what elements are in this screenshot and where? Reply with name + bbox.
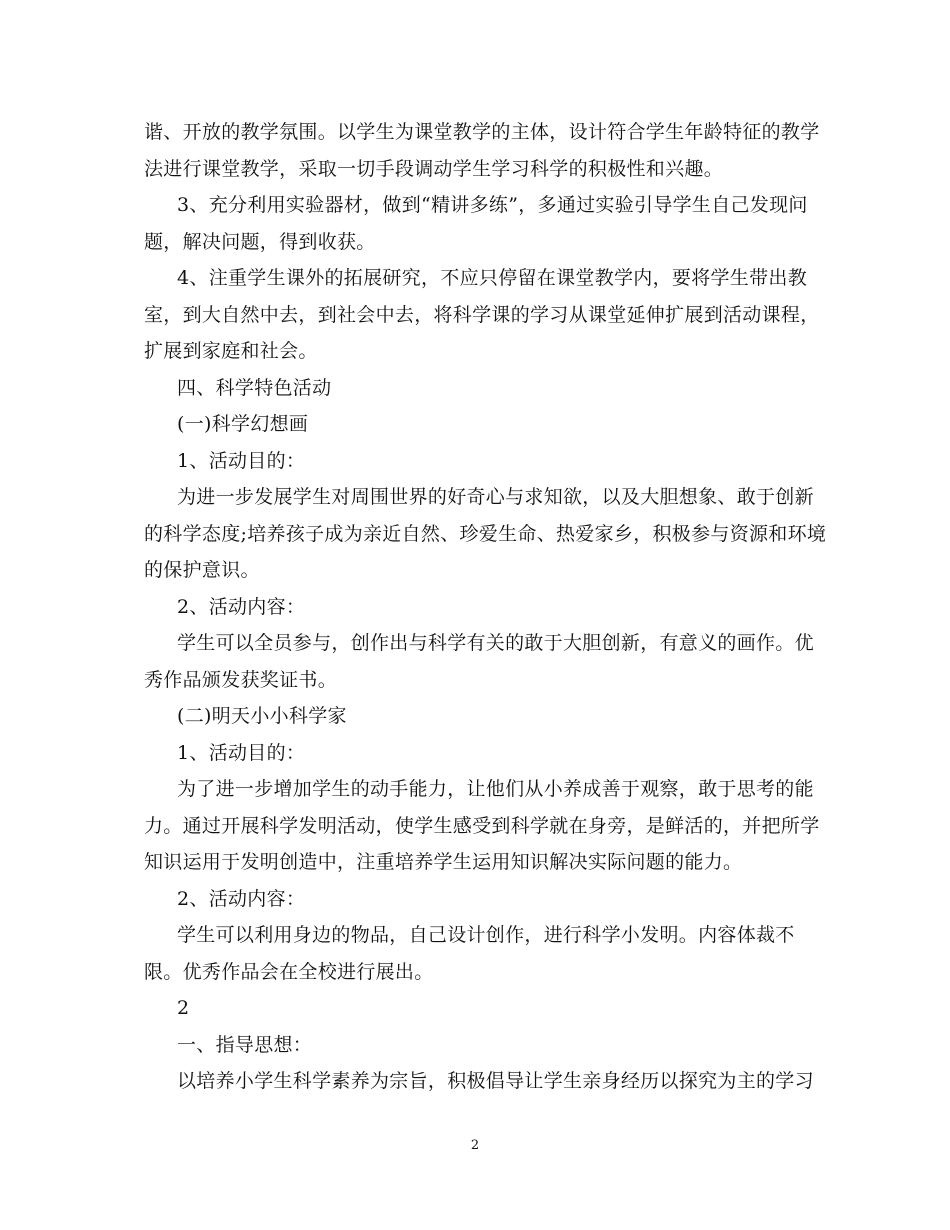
text-line: 题，解决问题，得到收获。 [144, 230, 376, 253]
text-line: (二)明天小小科学家 [177, 705, 347, 727]
document-body [144, 114, 827, 1100]
text-line: 2 [177, 997, 190, 1019]
text-line: 四、科学特色活动 [177, 376, 332, 399]
text-line: 以培养小学生科学素养为宗旨，积极倡导让学生亲身经历以探究为主的学习 [177, 1070, 814, 1092]
text-line: 一、指导思想： [177, 1033, 313, 1056]
text-line: 3、充分利用实验器材，做到“精讲多练”，多通过实验引导学生自己发现问 [177, 194, 808, 216]
text-line: 的保护意识。 [144, 559, 260, 581]
text-line: 限。优秀作品会在全校进行展出。 [144, 960, 434, 983]
text-line: 1、活动目的： [177, 449, 306, 472]
text-line: 谐、开放的教学氛围。以学生为课堂教学的主体，设计符合学生年龄特征的教学 [144, 121, 820, 143]
page-number: 2 [470, 1138, 480, 1153]
text-line: 知识运用于发明创造中，注重培养学生运用知识解决实际问题的能力。 [144, 851, 743, 873]
text-line: 室，到大自然中去，到社会中去，将科学课的学习从课堂延伸扩展到活动课程， [144, 303, 820, 326]
text-line: 为进一步发展学生对周围世界的好奇心与求知欲，以及大胆想象、敢于创新 [177, 486, 814, 508]
text-line: 4、注重学生课外的拓展研究，不应只停留在课堂教学内，要将学生带出教 [177, 267, 807, 289]
text-line: 为了进一步增加学生的动手能力，让他们从小养成善于观察，敢于思考的能 [177, 778, 814, 800]
text-line: 2、活动内容： [177, 595, 306, 618]
text-line: 的科学态度;培养孩子成为亲近自然、珍爱生命、热爱家乡，积极参与资源和环境 [144, 522, 827, 545]
text-line: 秀作品颁发获奖证书。 [144, 668, 338, 691]
text-line: 法进行课堂教学，采取一切手段调动学生学习科学的积极性和兴趣。 [144, 157, 724, 180]
text-line: 学生可以利用身边的物品，自己设计创作，进行科学小发明。内容体裁不 [177, 924, 795, 946]
text-line: 1、活动目的： [177, 741, 306, 764]
text-line: 学生可以全员参与，创作出与科学有关的敢于大胆创新，有意义的画作。优 [177, 632, 814, 654]
text-line: 2、活动内容： [177, 887, 306, 910]
text-line: 力。通过开展科学发明活动，使学生感受到科学就在身旁，是鲜活的，并把所学 [144, 814, 820, 837]
text-line: 扩展到家庭和社会。 [144, 340, 318, 362]
text-line: (一)科学幻想画 [177, 413, 309, 435]
